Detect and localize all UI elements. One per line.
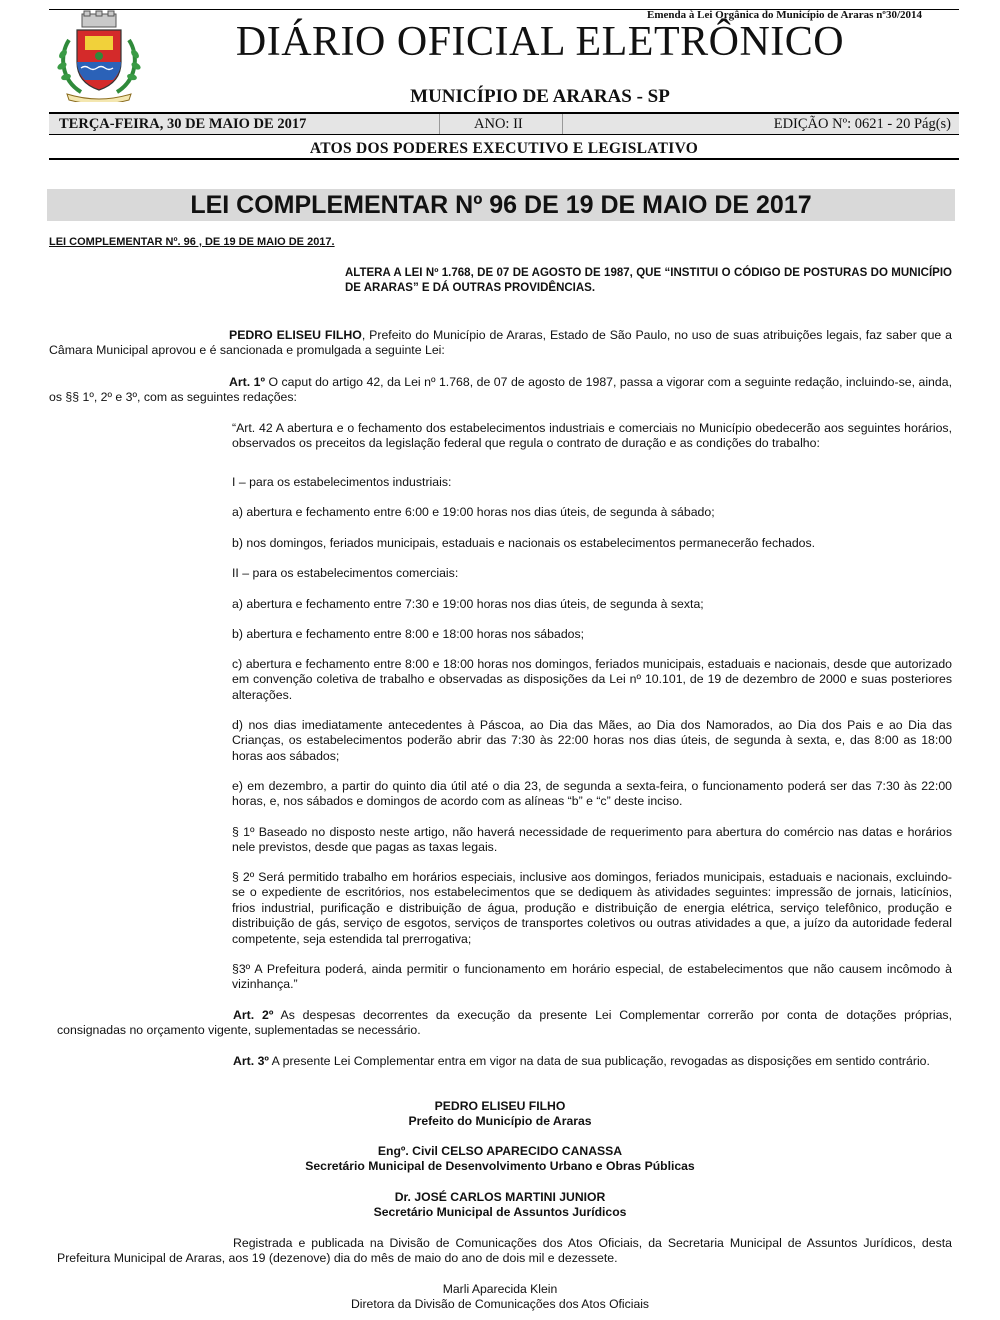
article-1-paragraph (49, 375, 952, 406)
item-ii-d: d) nos dias imediatamente antecedentes à Páscoa, ao Dia das Mães, ao Dia dos Namorados, ao Dia dos Pais e ao Dia das Crianças, os estabelecimentos poderão abrir das 7:30 às 22:00 horas nos dias úteis, de segunda à sexta, e, das 8:00 as 18:00 horas aos sábados; (232, 718, 952, 763)
item-i-b: b) nos domingos, feriados municipais, estaduais e nacionais os estabelecimentos permanecerão fechados. (232, 536, 816, 550)
registration-paragraph: Registrada e publicada na Divisão de Comunicações dos Atos Oficiais, da Secretaria Municipal de Assuntos Jurídicos, desta Prefeitura Municipal de Araras, aos 19 (dezenove) dia do mês de maio do ano de dois mil e dezessete. (57, 1236, 952, 1266)
paragraph-1: § 1º Baseado no disposto neste artigo, não haverá necessidade de requerimento para abertura do comércio nas datas e horários nele previstos, desde que pagas as taxas legais. (232, 825, 952, 855)
signatory-name-line (250, 1190, 750, 1205)
law-summary: ALTERA A LEI Nº 1.768, DE 07 DE AGOSTO DE 1987, QUE “INSTITUI O CÓDIGO DE POSTURAS DO MUNICÍPIO DE ARARAS” E DÁ OUTRAS PROVIDÊNCIAS. (345, 267, 952, 294)
coat-of-arms-icon (55, 10, 143, 102)
amendment-note: Emenda à Lei Orgânica do Município de Araras nº30/2014 (647, 9, 922, 21)
item-i: I – para os estabelecimentos industriais: (232, 475, 452, 489)
preamble-paragraph (49, 328, 952, 359)
info-divider (439, 114, 440, 134)
law-banner: LEI COMPLEMENTAR Nº 96 DE 19 DE MAIO DE 2017 (47, 189, 955, 221)
article-1-text: O caput do artigo 42, da Lei nº 1.768, de 07 de agosto de 1987, passa a vigorar com a seguinte redação, incluindo-se, ainda, os §§ 1º, 2º e 3º, com as seguintes redações: (49, 375, 952, 405)
signatory-role: Secretário Municipal de Assuntos Jurídicos (373, 1205, 627, 1220)
edition-info-bar (49, 112, 959, 135)
registrar-role: Diretora da Divisão de Comunicações dos Atos Oficiais (350, 1297, 650, 1312)
paragraph-3: §3º A Prefeitura poderá, ainda permitir o funcionamento em horário especial, de estabelecimentos que não causem incômodo à vizinhança.” (232, 962, 952, 992)
paragraph-2: § 2º Será permitido trabalho em horários especiais, inclusive aos domingos, feriados municipais, estaduais e nacionais, excluindo-se o expediente de escritórios, nos estabelecimentos que se dediquem às atividades seguintes: impressão de jornais, laticínios, frios industrial, purificação e distribuição de água, produção e distribuição de energia elétrica, serviço telefônico, produção e distribuição de gás, serviço de esgotos, serviços de transportes coletivos ou outras atividades a que, a juízo da autoridade federal competente, seja estendida tal prerrogativa; (232, 870, 952, 946)
item-ii-e: e) em dezembro, a partir do quinto dia útil até o dia 23, de segunda a sexta-feira, o funcionamento poderá ser das 7:30 às 22:00 horas, e, nos sábados e domingos de acordo com as alíneas “b” e “c” deste inciso. (232, 779, 952, 809)
article-2-text: As despesas decorrentes da execução da presente Lei Complementar correrão por conta de dotações próprias, consignadas no orçamento vigente, suplementadas se necessário. (57, 1008, 952, 1038)
mayor-name: PEDRO ELISEU FILHO (229, 328, 362, 342)
signature-legal-affairs-secretary (250, 1190, 750, 1221)
signatory-name: JOSÉ CARLOS MARTINI JUNIOR (414, 1190, 606, 1204)
article-42-caput: “Art. 42 A abertura e o fechamento dos estabelecimentos industriais e comerciais no Município obedecerão aos seguintes horários, observados os preceitos da legislação federal que regula o contrato de duração e as condições do trabalho: (232, 421, 952, 451)
year-label: ANO: II (474, 116, 523, 132)
signatory-title: Engº. Civil (377, 1144, 442, 1158)
item-ii: II – para os estabelecimentos comerciais: (232, 566, 459, 580)
signatory-role: Secretário Municipal de Desenvolvimento Urbano e Obras Públicas (305, 1159, 695, 1174)
signatory-title: Dr. (394, 1190, 415, 1204)
article-1-label: Art. 1º (229, 375, 265, 389)
item-ii-c: c) abertura e fechamento entre 8:00 e 18:00 horas nos domingos, feriados municipais, estaduais e nacionais, desde que autorizado em convenção coletiva de trabalho e observadas as disposições da Lei nº 10.101, de 19 de dezembro de 2000 e suas posteriores alterações. (232, 657, 952, 702)
edition-number: EDIÇÃO Nº: 0621 - 20 Pág(s) (773, 116, 951, 132)
law-subheading: LEI COMPLEMENTAR Nº. 96 , DE 19 DE MAIO DE 2017. (49, 236, 335, 248)
article-3-paragraph (57, 1053, 952, 1070)
signatory-role: Prefeito do Município de Araras (408, 1114, 592, 1129)
article-3-text: A presente Lei Complementar entra em vigor na data de sua publicação, revogadas as disposições em sentido contrário. (268, 1054, 930, 1068)
signatory-name: PEDRO ELISEU FILHO (434, 1099, 566, 1113)
signatory-name: CELSO APARECIDO CANASSA (441, 1144, 623, 1158)
signature-registrar (250, 1282, 750, 1313)
newspaper-title: DIÁRIO OFICIAL ELETRÔNICO (235, 19, 845, 65)
item-ii-b: b) abertura e fechamento entre 8:00 e 18:00 horas nos sábados; (232, 627, 585, 641)
municipality-name: MUNICÍPIO DE ARARAS - SP (410, 86, 670, 107)
article-2-paragraph (57, 1008, 952, 1039)
article-3-label: Art. 3º (233, 1054, 269, 1068)
signature-mayor (250, 1099, 750, 1130)
registrar-name: Marli Aparecida Klein (442, 1282, 558, 1296)
item-ii-a: a) abertura e fechamento entre 7:30 e 19:00 horas nos dias úteis, de segunda à sexta; (232, 597, 704, 611)
info-divider (562, 114, 563, 134)
signatory-name-line (250, 1144, 750, 1159)
section-rule (49, 158, 959, 160)
item-i-a: a) abertura e fechamento entre 6:00 e 19:00 horas nos dias úteis, de segunda à sábado; (232, 505, 715, 519)
article-2-label: Art. 2º (233, 1008, 274, 1022)
section-title: ATOS DOS PODERES EXECUTIVO E LEGISLATIVO (309, 140, 699, 157)
publication-date: TERÇA-FEIRA, 30 DE MAIO DE 2017 (59, 116, 307, 132)
preamble-text: , Prefeito do Município de Araras, Estado de São Paulo, no uso de suas atribuições legais, faz saber que a Câmara Municipal aprovou e é sancionada e promulgada a seguinte Lei: (49, 328, 952, 358)
signature-urban-development-secretary (250, 1144, 750, 1175)
